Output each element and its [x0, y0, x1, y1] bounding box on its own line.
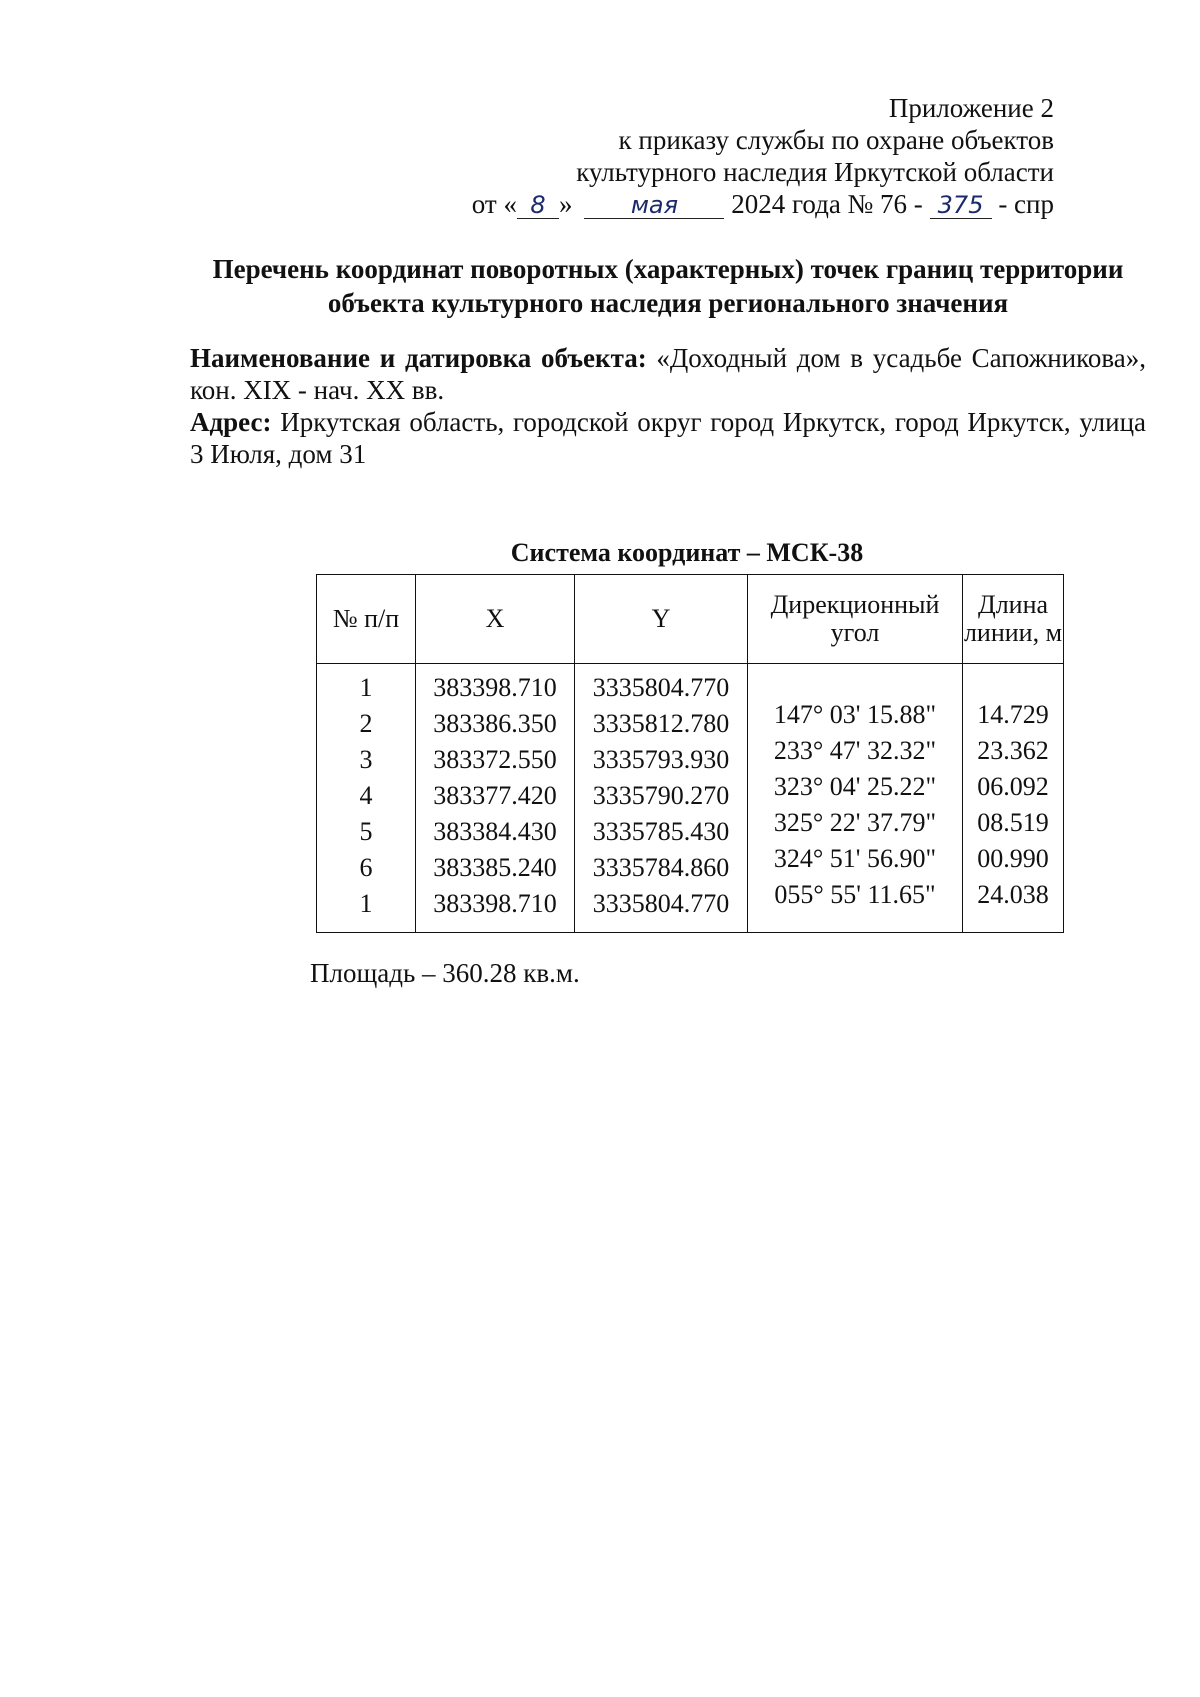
segment-angle: 147° 03' 15.88"	[773, 700, 937, 729]
point-number: 2	[359, 709, 373, 738]
order-suffix: - спр	[998, 189, 1054, 219]
point-y: 3335812.780	[592, 709, 730, 738]
point-number: 3	[359, 745, 373, 774]
order-date-line	[472, 188, 1054, 220]
object-address-label: Адрес:	[190, 407, 272, 437]
point-number: 6	[359, 853, 373, 882]
document-title	[190, 252, 1146, 320]
order-year-text: 2024 года № 76 -	[731, 189, 923, 219]
appendix-header	[472, 92, 1054, 220]
point-x: 383386.350	[433, 709, 557, 738]
point-x: 383384.430	[433, 817, 557, 846]
segment-length: 14.729	[977, 700, 1049, 729]
y-column	[575, 664, 748, 933]
point-number: 5	[359, 817, 373, 846]
coordinates-table	[316, 574, 1064, 933]
handwritten-month: мая	[584, 192, 724, 219]
header-angle: Дирекционный угол	[748, 575, 963, 664]
date-prefix: от «	[471, 189, 517, 219]
segment-length: 23.362	[977, 736, 1049, 765]
object-name-value: «Доходный дом в усадьбе Сапожникова», кон. XIX - нач. XX вв.	[190, 343, 1146, 405]
angle-column	[748, 664, 963, 933]
point-x: 383385.240	[433, 853, 557, 882]
segment-angle: 324° 51' 56.90"	[773, 844, 937, 873]
point-number: 4	[359, 781, 373, 810]
point-number: 1	[359, 889, 373, 918]
segment-angle: 055° 55' 11.65"	[774, 880, 936, 909]
appendix-line-3: культурного наследия Иркутской области	[576, 157, 1054, 187]
area-text: Площадь – 360.28 кв.м.	[310, 958, 580, 988]
point-x: 383398.710	[433, 673, 557, 702]
date-mid: »	[558, 189, 573, 219]
appendix-line-2: к приказу службы по охране объектов	[618, 125, 1054, 155]
title-line-1: Перечень координат поворотных (характерных) точек границ территории	[212, 254, 1124, 284]
segment-length: 00.990	[977, 844, 1049, 873]
header-number: № п/п	[317, 575, 416, 664]
point-y: 3335804.770	[592, 673, 730, 702]
header-length: Длина линии, м	[963, 575, 1064, 664]
object-name-paragraph	[190, 342, 1146, 406]
object-name-label: Наименование и датировка объекта:	[190, 343, 647, 373]
point-number: 1	[359, 673, 373, 702]
handwritten-order-number: 375	[930, 192, 992, 219]
segment-angle: 233° 47' 32.32"	[773, 736, 937, 765]
x-column	[416, 664, 575, 933]
point-y: 3335804.770	[592, 889, 730, 918]
appendix-line-1: Приложение 2	[888, 93, 1054, 123]
object-address-paragraph	[190, 406, 1146, 470]
object-address-value: Иркутская область, городской округ город Иркутск, город Иркутск, улица 3 Июля, дом 31	[190, 407, 1147, 469]
point-x: 383372.550	[433, 745, 557, 774]
point-x: 383398.710	[433, 889, 557, 918]
length-column	[963, 664, 1064, 933]
segment-angle: 323° 04' 25.22"	[773, 772, 937, 801]
handwritten-day: 8	[517, 192, 559, 219]
table-data-row	[317, 664, 1064, 933]
point-y: 3335785.430	[592, 817, 730, 846]
point-y: 3335784.860	[592, 853, 730, 882]
header-x: X	[416, 575, 575, 664]
point-y: 3335790.270	[592, 781, 730, 810]
table-header-row	[317, 575, 1064, 664]
header-y: Y	[575, 575, 748, 664]
coord-system-caption: Система координат – МСК-38	[510, 538, 864, 567]
title-line-2: объекта культурного наследия регионального значения	[327, 288, 1009, 318]
segment-angle: 325° 22' 37.79"	[773, 808, 937, 837]
segment-length: 06.092	[977, 772, 1049, 801]
number-column	[317, 664, 416, 933]
point-x: 383377.420	[433, 781, 557, 810]
point-y: 3335793.930	[592, 745, 730, 774]
object-info	[190, 342, 1146, 470]
segment-length: 08.519	[977, 808, 1049, 837]
segment-length: 24.038	[977, 880, 1049, 909]
